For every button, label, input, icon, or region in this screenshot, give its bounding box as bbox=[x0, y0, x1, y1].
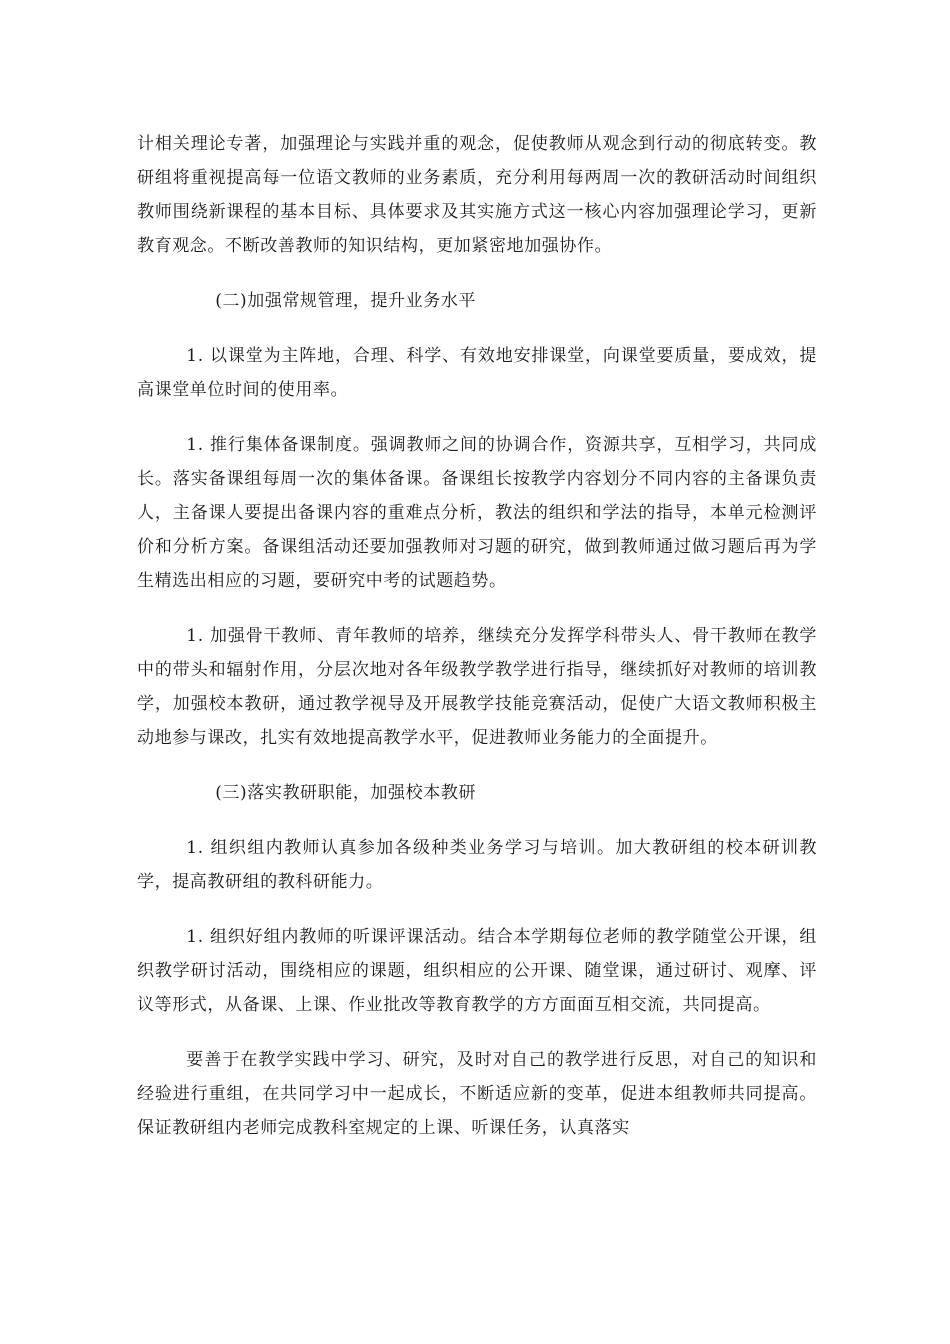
paragraph-professional-learning: 1. 组织组内教师认真参加各级种类业务学习与培训。加大教研组的校本研训教学，提高教研组的教科研能力。 bbox=[137, 838, 817, 892]
paragraph-teacher-training: 1. 加强骨干教师、青年教师的培养，继续充分发挥学科带头人、骨干教师在教学中的带头和辐射作用，分层次地对各年级教学教学进行指导，继续抓好对教师的培训教学，加强校本教研，通过教学视导及开展教学技能竞赛活动，促使广大语文教师积极主动地参与课改，扎实有效地提高教学水平，促进教师业务能力的全面提升。 bbox=[137, 626, 817, 748]
document-body bbox=[137, 127, 817, 1166]
paragraph-classroom: 1. 以课堂为主阵地，合理、科学、有效地安排课堂，向课堂要质量，要成效，提高课堂单位时间的使用率。 bbox=[137, 346, 817, 400]
paragraph-continuation: 计相关理论专著，加强理论与实践并重的观念，促使教师从观念到行动的彻底转变。教研组将重视提高每一位语文教师的业务素质，充分利用每两周一次的教研活动时间组织教师围绕新课程的基本目标、具体要求及其实施方式这一核心内容加强理论学习，更新教育观念。不断改善教师的知识结构，更加紧密地加强协作。 bbox=[137, 134, 817, 256]
section-heading-3: (三)落实教研职能，加强校本教研 bbox=[215, 783, 477, 803]
paragraph-collective-lesson-prep: 1. 推行集体备课制度。强调教师之间的协调合作，资源共享，互相学习，共同成长。落实备课组每周一次的集体备课。备课组长按教学内容划分不同内容的主备课负责人，主备课人要提出备课内容的重难点分析，教法的组织和学法的指导，本单元检测评价和分析方案。备课组活动还要加强教师对习题的研究，做到教师通过做习题后再为学生精选出相应的习题，要研究中考的试题趋势。 bbox=[137, 435, 817, 591]
paragraph-reflection: 要善于在教学实践中学习、研究，及时对自己的教学进行反思，对自己的知识和经验进行重组，在共同学习中一起成长，不断适应新的变革，促进本组教师共同提高。保证教研组内老师完成教科室规定的上课、听课任务，认真落实 bbox=[137, 1050, 817, 1138]
section-heading-2: (二)加强常规管理，提升业务水平 bbox=[215, 291, 477, 311]
paragraph-lesson-observation: 1. 组织好组内教师的听课评课活动。结合本学期每位老师的教学随堂公开课，组织教学研讨活动，围绕相应的课题，组织相应的公开课、随堂课，通过研讨、观摩、评议等形式，从备课、上课、作业批改等教育教学的方方面面互相交流，共同提高。 bbox=[137, 927, 817, 1015]
